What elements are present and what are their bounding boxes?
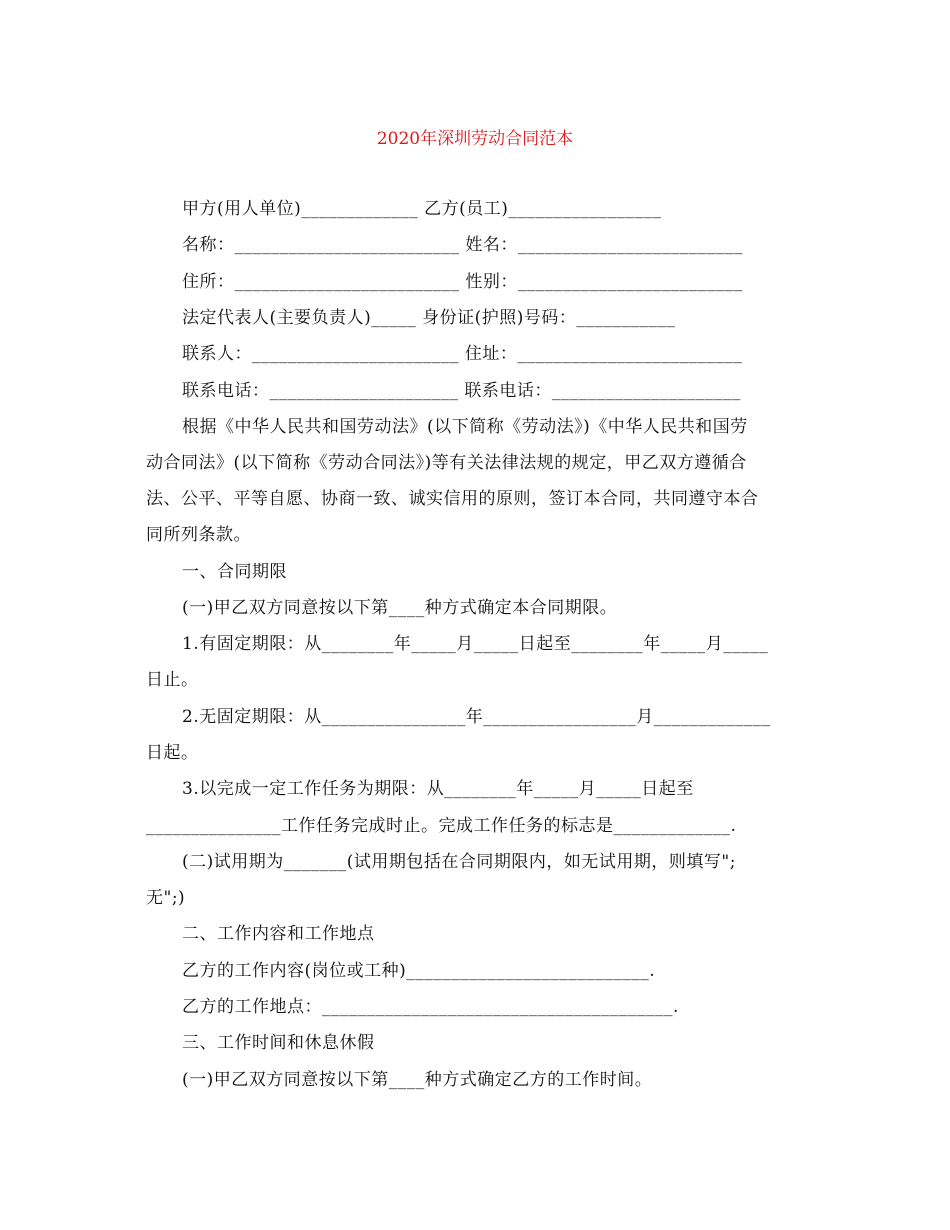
text-line: 一、合同期限: [182, 562, 287, 582]
text-line: 乙方的工作内容(岗位或工种)___________________________.: [182, 961, 656, 981]
text-line: 乙方的工作地点：_______________________________________.: [182, 997, 679, 1017]
document-title: 2020年深圳劳动合同范本: [376, 129, 574, 149]
text-line: (一)甲乙双方同意按以下第____种方式确定本合同期限。: [182, 598, 618, 618]
text-line: _______________工作任务完成时止。完成工作任务的标志是_____________.: [146, 816, 737, 836]
text-line: 法、公平、平等自愿、协商一致、诚实信用的原则，签订本合同，共同遵守本合: [146, 489, 759, 509]
text-line: 无";): [146, 888, 186, 908]
text-line: 2.无固定期限：从________________年_________________月_____________: [182, 707, 771, 727]
text-line: 同所列条款。: [146, 525, 251, 545]
text-line: 动合同法》(以下简称《劳动合同法》)等有关法律法规的规定，甲乙双方遵循合: [146, 453, 747, 473]
text-line: 日起。: [146, 743, 199, 763]
text-line: 日止。: [146, 670, 199, 690]
text-line: 名称：_________________________ 姓名：_________________________: [182, 235, 743, 255]
text-line: 三、工作时间和休息休假: [182, 1033, 375, 1053]
text-line: 联系电话：_____________________ 联系电话：_____________________: [182, 381, 741, 401]
text-line: 联系人：_______________________ 住址：_________________________: [182, 344, 743, 364]
text-line: (一)甲乙双方同意按以下第____种方式确定乙方的工作时间。: [182, 1070, 653, 1090]
text-line: 1.有固定期限：从________年_____月_____日起至________年_____月_____: [182, 634, 769, 654]
text-line: (二)试用期为_______(试用期包括在合同期限内，如无试用期，则填写";: [182, 852, 736, 872]
text-line: 3.以完成一定工作任务为期限：从________年_____月_____日起至: [182, 779, 694, 799]
text-line: 法定代表人(主要负责人)_____ 身份证(护照)号码：___________: [182, 308, 676, 328]
text-line: 甲方(用人单位)_____________ 乙方(员工)_________________: [182, 199, 662, 219]
text-line: 二、工作内容和工作地点: [182, 924, 375, 944]
text-line: 住所：_________________________ 性别：_________________________: [182, 272, 743, 292]
text-line: 根据《中华人民共和国劳动法》(以下简称《劳动法》)《中华人民共和国劳: [182, 417, 748, 437]
